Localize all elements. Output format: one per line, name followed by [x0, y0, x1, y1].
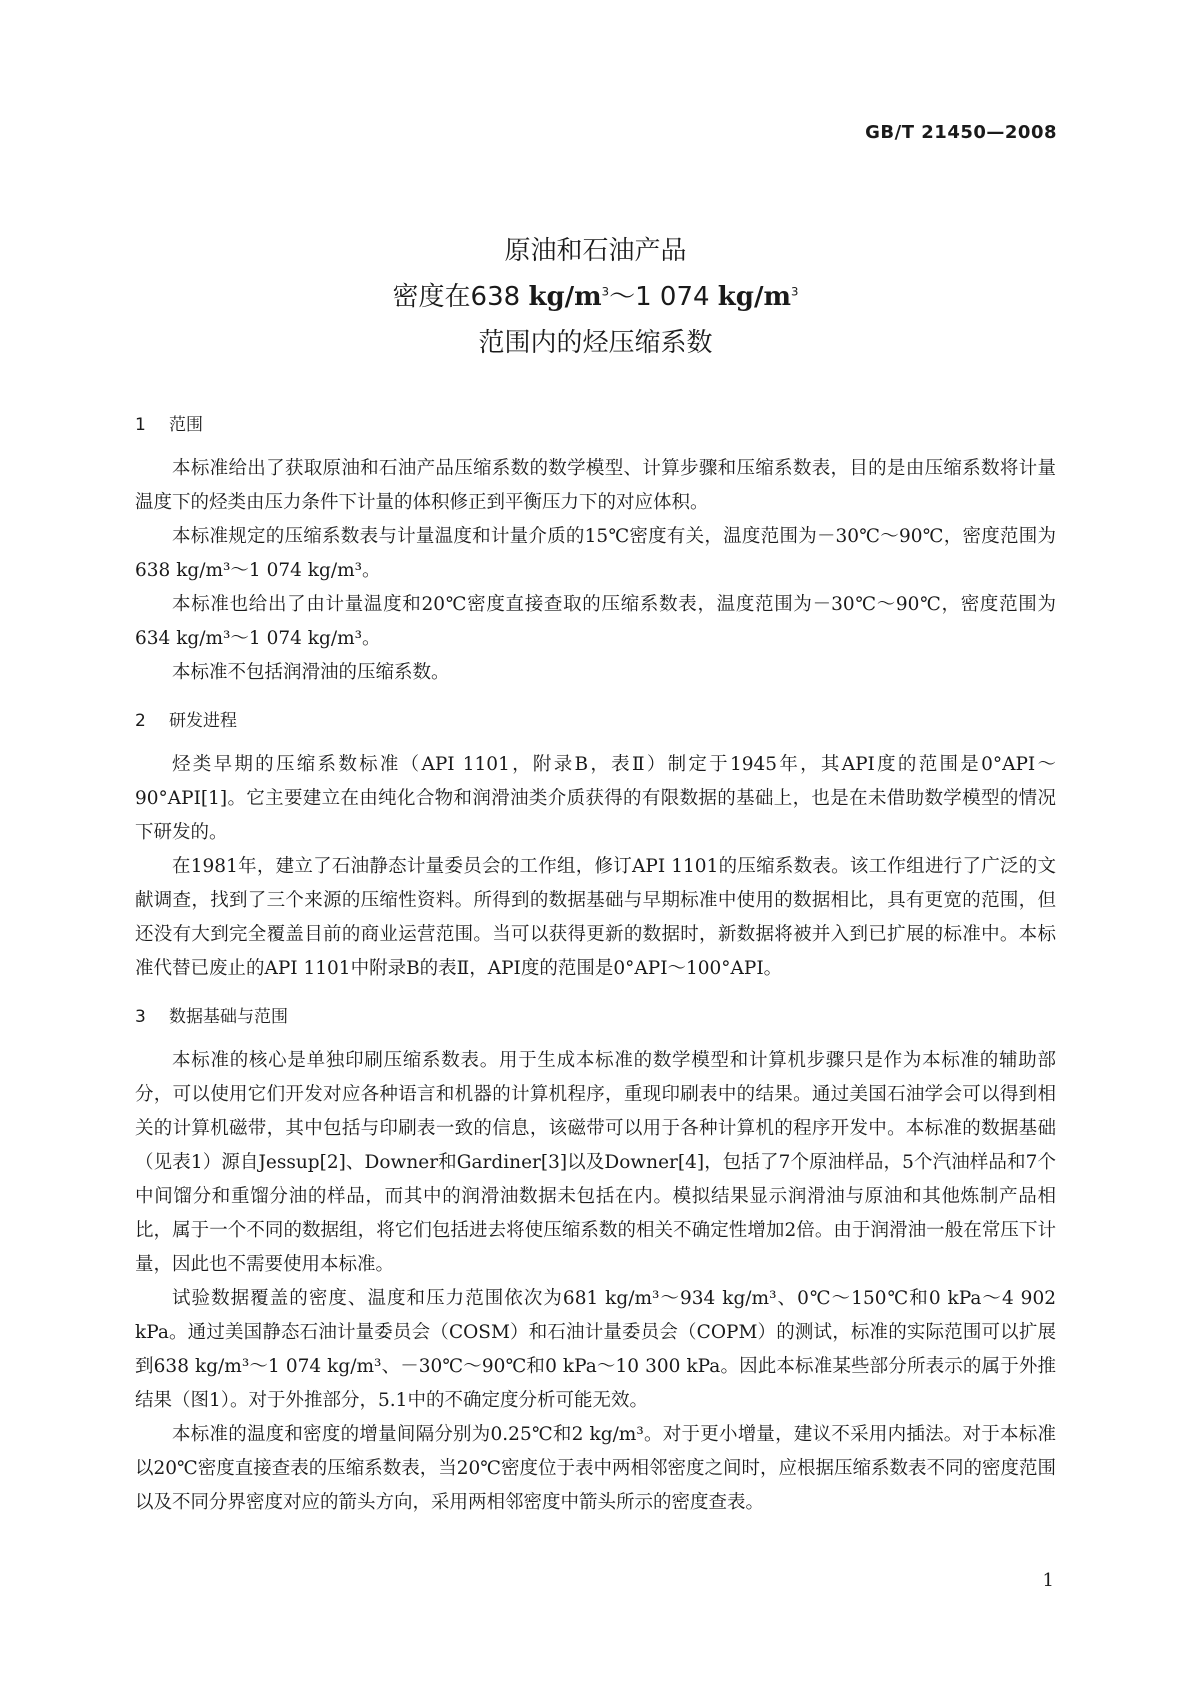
title-unit-2-exponent: 3	[791, 284, 799, 299]
title-unit-1: kg/m	[528, 282, 602, 312]
section-number: 2	[135, 711, 146, 731]
paragraph: 本标准也给出了由计量温度和20℃密度直接查取的压缩系数表，温度范围为－30℃～90℃，密度范围为634 kg/m³～1 074 kg/m³。	[135, 594, 1056, 649]
section-title: 范围	[169, 415, 203, 435]
paragraph: 本标准的核心是单独印刷压缩系数表。用于生成本标准的数学模型和计算机步骤只是作为本标准的辅助部分，可以使用它们开发对应各种语言和机器的计算机程序，重现印刷表中的结果。通过美国石油学会可以得到相关的计算机磁带，其中包括与印刷表一致的信息，该磁带可以用于各种计算机的程序开发中。本标准的数据基础（见表1）源自Jessup[2]、Downer和Gardiner[3]以及Downer[4]，包括了7个原油样品，5个汽油样品和7个中间馏分和重馏分油的样品，而其中的润滑油数据未包括在内。模拟结果显示润滑油与原油和其他炼制产品相比，属于一个不同的数据组，将它们包括进去将使压缩系数的相关不确定性增加2倍。由于润滑油一般在常压下计量，因此也不需要使用本标准。	[135, 1050, 1056, 1275]
section-data-basis	[135, 1000, 1056, 1520]
title-unit-1-exponent: 3	[601, 284, 610, 299]
section-heading	[135, 704, 1056, 738]
paragraph: 本标准规定的压缩系数表与计量温度和计量介质的15℃密度有关，温度范围为－30℃～90℃，密度范围为638 kg/m³～1 074 kg/m³。	[135, 526, 1056, 581]
paragraph: 试验数据覆盖的密度、温度和压力范围依次为681 kg/m³～934 kg/m³、0℃～150℃和0 kPa～4 902 kPa。通过美国静态石油计量委员会（COSM）和石油计量委员会（COPM）的测试，标准的实际范围可以扩展到638 kg/m³～1 074 kg/m³、－30℃～90℃和0 kPa～10 300 kPa。因此本标准某些部分所表示的属于外推结果（图1）。对于外推部分，5.1中的不确定度分析可能无效。	[135, 1288, 1056, 1411]
standard-code: GB/T 21450—2008	[865, 122, 1057, 143]
paragraph: 本标准不包括润滑油的压缩系数。	[172, 662, 450, 683]
section-number: 1	[135, 415, 146, 435]
paragraph: 在1981年，建立了石油静态计量委员会的工作组，修订API 1101的压缩系数表。该工作组进行了广泛的文献调查，找到了三个来源的压缩性资料。所得到的数据基础与早期标准中使用的数据相比，具有更宽的范围，但还没有大到完全覆盖目前的商业运营范围。当可以获得更新的数据时，新数据将被并入到已扩展的标准中。本标准代替已废止的API 1101中附录B的表Ⅱ，API度的范围是0°API～100°API。	[135, 856, 1056, 979]
document-body	[135, 408, 1056, 1534]
section-development	[135, 704, 1056, 986]
title-line-2	[0, 274, 1191, 320]
section-heading	[135, 1000, 1056, 1034]
title-range-sep: ～1 074	[609, 282, 718, 312]
title-line-3: 范围内的烃压缩系数	[478, 328, 713, 358]
title-line-1: 原油和石油产品	[504, 236, 687, 266]
section-number: 3	[135, 1007, 146, 1027]
document-title	[0, 228, 1191, 366]
title-density-prefix: 密度在638	[392, 282, 529, 312]
paragraph: 烃类早期的压缩系数标准（API 1101，附录B，表Ⅱ）制定于1945年，其API度的范围是0°API～90°API[1]。它主要建立在由纯化合物和润滑油类介质获得的有限数据的基础上，也是在未借助数学模型的情况下研发的。	[135, 754, 1056, 843]
paragraph: 本标准的温度和密度的增量间隔分别为0.25℃和2 kg/m³。对于更小增量，建议不采用内插法。对于本标准以20℃密度直接查表的压缩系数表，当20℃密度位于表中两相邻密度之间时，应根据压缩系数表不同的密度范围以及不同分界密度对应的箭头方向，采用两相邻密度中箭头所示的密度查表。	[135, 1424, 1056, 1513]
title-unit-2: kg/m	[717, 282, 791, 312]
section-title: 数据基础与范围	[169, 1007, 288, 1027]
section-title: 研发进程	[169, 711, 237, 731]
paragraph: 本标准给出了获取原油和石油产品压缩系数的数学模型、计算步骤和压缩系数表，目的是由压缩系数将计量温度下的烃类由压力条件下计量的体积修正到平衡压力下的对应体积。	[135, 458, 1056, 513]
section-scope	[135, 408, 1056, 690]
section-heading	[135, 408, 1056, 442]
page-number: 1	[1042, 1570, 1054, 1591]
